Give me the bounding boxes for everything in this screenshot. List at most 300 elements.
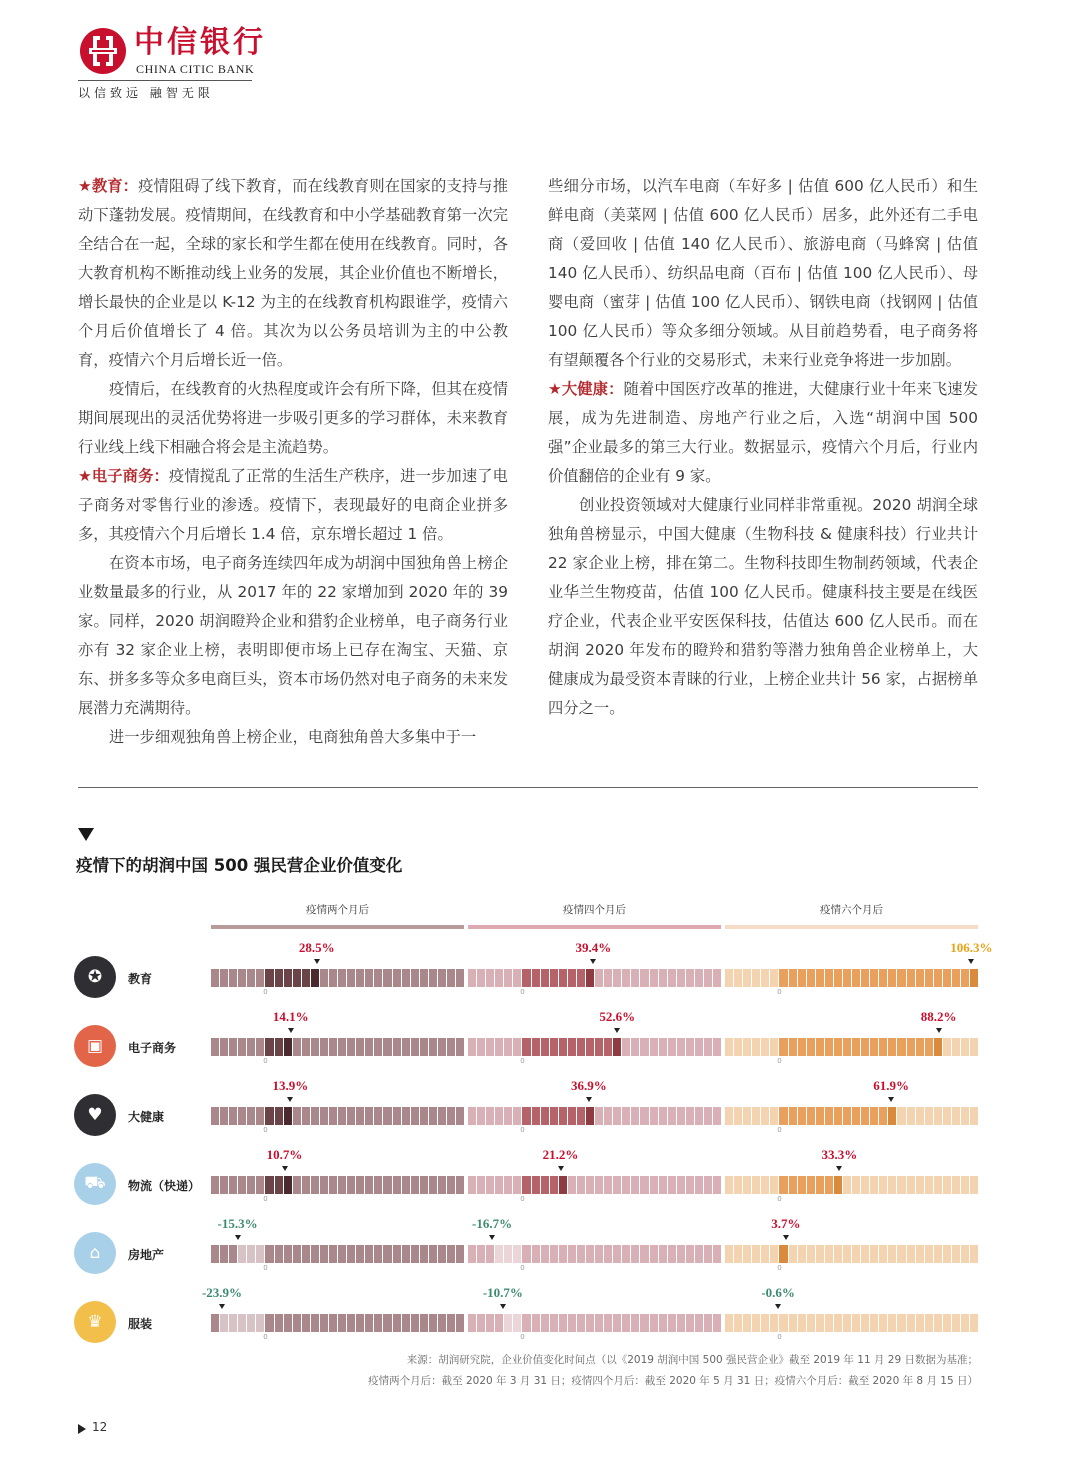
bar-cell (852, 1245, 860, 1263)
bar-cell (779, 1038, 787, 1056)
bar-cell (807, 1038, 815, 1056)
bar-cell (825, 1176, 833, 1194)
bar-cell (807, 969, 815, 987)
bar-cell (420, 1245, 428, 1263)
bar-cell (211, 1038, 219, 1056)
bar-cell (613, 1107, 621, 1125)
bar-cell (568, 1245, 576, 1263)
bar-cell (734, 1107, 742, 1125)
bar-cell (477, 1314, 485, 1332)
bar-cell (770, 1038, 778, 1056)
bar-cell (852, 1176, 860, 1194)
bar-track (211, 1176, 464, 1194)
bar-cell (897, 1245, 905, 1263)
bar-cell (256, 969, 264, 987)
bar-cell (438, 1245, 446, 1263)
bar-cell (311, 969, 319, 987)
bar-cell (468, 1314, 476, 1332)
bar-cell (779, 1107, 787, 1125)
bar-cell (640, 1107, 648, 1125)
value-marker-icon (288, 1028, 294, 1033)
zero-tick-label: 0 (777, 1195, 782, 1203)
medal-icon: ✪ (74, 956, 116, 998)
bar-cell (943, 1176, 951, 1194)
bar-cell (275, 1314, 283, 1332)
bar-cell (220, 969, 228, 987)
bar-cell (559, 969, 567, 987)
bar-cell (293, 969, 301, 987)
value-marker-icon (287, 1097, 293, 1102)
category-label: 电子商务 (128, 1041, 177, 1055)
value-marker-icon (783, 1235, 789, 1240)
bar-cell (577, 1314, 585, 1332)
bar-cell (807, 1107, 815, 1125)
bar-cell (907, 1314, 915, 1332)
bar-track (211, 1038, 464, 1056)
bar-cell (568, 1314, 576, 1332)
page-marker-icon (78, 1424, 86, 1434)
data-label: 33.3% (821, 1147, 858, 1162)
zero-tick-label: 0 (263, 1333, 268, 1341)
bar-cell (843, 1176, 851, 1194)
bar-cell (429, 1314, 437, 1332)
bar-cell (275, 1176, 283, 1194)
bar-cell (650, 1107, 658, 1125)
section-keyword: ★大健康： (548, 380, 624, 398)
bar-cell (256, 1176, 264, 1194)
bar-cell (925, 1107, 933, 1125)
bar-track (468, 1314, 721, 1332)
bar-cell (275, 1245, 283, 1263)
bar-cell (834, 1176, 842, 1194)
bar-cell (411, 1245, 419, 1263)
bar-cell (934, 1176, 942, 1194)
bar-cell (211, 1176, 219, 1194)
paragraph (78, 375, 508, 462)
zero-tick-label: 0 (520, 1333, 525, 1341)
bar-cell (604, 1176, 612, 1194)
bar-cell (879, 1107, 887, 1125)
bar-cell (229, 969, 237, 987)
bar-cell (952, 1176, 960, 1194)
bar-cell (631, 1038, 639, 1056)
bar-cell (411, 969, 419, 987)
bar-cell (383, 1245, 391, 1263)
bar-cell (468, 1107, 476, 1125)
bar-cell (934, 1314, 942, 1332)
bar-cell (952, 1038, 960, 1056)
paragraph-text: 随着中国医疗改革的推进，大健康行业十年来飞速发展，成为先进制造、房地产行业之后，入选“胡润中国 500 强”企业最多的第三大行业。数据显示，疫情六个月后，行业内价值翻倍的企业有 9 家。 (548, 380, 978, 485)
bar-cell (770, 1314, 778, 1332)
bar-cell (284, 1038, 292, 1056)
bar-cell (825, 1107, 833, 1125)
bar-cell (541, 1038, 549, 1056)
bar-track (725, 969, 978, 987)
period-label: 疫情六个月后 (820, 904, 883, 916)
bar-cell (477, 1176, 485, 1194)
bar-cell (798, 1176, 806, 1194)
zero-tick-label: 0 (777, 1126, 782, 1134)
zero-tick-label: 0 (263, 1126, 268, 1134)
bar-cell (532, 1107, 540, 1125)
bar-cell (311, 1245, 319, 1263)
bar-cell (402, 1038, 410, 1056)
paragraph-text: 些细分市场，以汽车电商（车好多 | 估值 600 亿人民币）和生鲜电商（美菜网 | 估值 600 亿人民币）居多，此外还有二手电商（爱回收 | 估值 140 亿人民币）、旅游电商（马蜂窝 | 估值 140 亿人民币）、纺织品电商（百布 | 估值 100 亿人民币）、母婴电商（蜜芽 | 估值 100 亿人民币）、钢铁电商（找钢网 | 估值 100 亿人民币）等众多细分领域。从目前趋势看，电子商务将有望颠覆各个行业的交易形式，未来行业竞争将进一步加剧。 (548, 177, 978, 369)
bar-cell (347, 969, 355, 987)
bar-cell (677, 969, 685, 987)
bar-cell (613, 1038, 621, 1056)
bar-cell (402, 969, 410, 987)
bar-cell (420, 1314, 428, 1332)
zero-tick-label: 0 (777, 1264, 782, 1272)
bar-cell (677, 1107, 685, 1125)
bar-cell (532, 1176, 540, 1194)
value-marker-icon (775, 1304, 781, 1309)
bar-track (725, 1107, 978, 1125)
bar-cell (677, 1245, 685, 1263)
bar-cell (513, 1038, 521, 1056)
bar-cell (761, 969, 769, 987)
bar-cell (504, 1107, 512, 1125)
bar-cell (456, 1176, 464, 1194)
bar-cell (347, 1176, 355, 1194)
bar-cell (311, 1176, 319, 1194)
bar-cell (220, 1245, 228, 1263)
bar-cell (302, 1107, 310, 1125)
bar-cell (211, 1107, 219, 1125)
bar-cell (604, 1314, 612, 1332)
bar-cell (411, 1176, 419, 1194)
bar-cell (256, 1245, 264, 1263)
bar-cell (559, 1314, 567, 1332)
bar-cell (789, 1107, 797, 1125)
bar-cell (302, 1245, 310, 1263)
bar-cell (907, 1038, 915, 1056)
bar-cell (577, 969, 585, 987)
bar-cell (668, 969, 676, 987)
bar-cell (640, 969, 648, 987)
bar-cell (468, 1038, 476, 1056)
bar-cell (495, 969, 503, 987)
bar-cell (438, 1176, 446, 1194)
bar-cell (365, 1176, 373, 1194)
bar-cell (686, 1245, 694, 1263)
bar-cell (456, 969, 464, 987)
bar-cell (577, 1176, 585, 1194)
bar-cell (888, 1107, 896, 1125)
bar-cell (411, 1107, 419, 1125)
bar-cell (861, 1314, 869, 1332)
bar-cell (329, 969, 337, 987)
bar-cell (447, 969, 455, 987)
bar-cell (238, 1176, 246, 1194)
bar-cell (532, 1038, 540, 1056)
value-marker-icon (314, 959, 320, 964)
paragraph (78, 172, 508, 375)
bar-cell (907, 969, 915, 987)
bar-cell (695, 969, 703, 987)
bar-cell (393, 1245, 401, 1263)
bar-cell (861, 1107, 869, 1125)
section-divider (78, 787, 978, 788)
right-text-column (548, 172, 978, 723)
bar-cell (495, 1314, 503, 1332)
bar-cell (541, 1107, 549, 1125)
bar-cell (686, 1314, 694, 1332)
bar-cell (789, 1038, 797, 1056)
bar-cell (943, 1038, 951, 1056)
bar-cell (970, 1245, 978, 1263)
bar-cell (668, 1176, 676, 1194)
bar-cell (934, 1107, 942, 1125)
bar-cell (220, 1314, 228, 1332)
bar-cell (834, 1245, 842, 1263)
bar-cell (329, 1314, 337, 1332)
bar-cell (456, 1107, 464, 1125)
period-label: 疫情四个月后 (563, 904, 626, 916)
bar-cell (734, 1176, 742, 1194)
bar-cell (743, 1176, 751, 1194)
bar-cell (970, 1107, 978, 1125)
bar-cell (870, 1038, 878, 1056)
bar-cell (752, 1314, 760, 1332)
bar-cell (504, 1314, 512, 1332)
bar-cell (861, 1038, 869, 1056)
bar-cell (695, 1176, 703, 1194)
bar-cell (888, 969, 896, 987)
bar-cell (897, 969, 905, 987)
bar-cell (356, 1176, 364, 1194)
bar-cell (420, 1038, 428, 1056)
bar-cell (247, 1245, 255, 1263)
bar-cell (870, 969, 878, 987)
data-label: 21.2% (542, 1147, 579, 1162)
bar-cell (329, 1107, 337, 1125)
bar-cell (513, 1245, 521, 1263)
bar-cell (229, 1038, 237, 1056)
bar-cell (595, 1176, 603, 1194)
bar-cell (668, 1314, 676, 1332)
bar-cell (595, 969, 603, 987)
value-marker-icon (500, 1304, 506, 1309)
bar-cell (374, 1176, 382, 1194)
bar-cell (677, 1176, 685, 1194)
bar-cell (834, 1314, 842, 1332)
bar-cell (393, 1038, 401, 1056)
bar-cell (468, 1245, 476, 1263)
bar-cell (374, 1107, 382, 1125)
bar-cell (789, 1245, 797, 1263)
bar-cell (752, 1107, 760, 1125)
source-note-line-1: 来源：胡润研究院，企业价值变化时间点（以《2019 胡润中国 500 强民营企业》截至 2019 年 11 月 29 日数据为基准； (406, 1354, 978, 1366)
bar-cell (961, 1038, 969, 1056)
bar-cell (743, 1314, 751, 1332)
bar-cell (568, 1176, 576, 1194)
bar-cell (916, 1314, 924, 1332)
bar-cell (834, 1038, 842, 1056)
bar-cell (852, 1107, 860, 1125)
bar-cell (725, 1038, 733, 1056)
bar-cell (779, 1314, 787, 1332)
bar-cell (650, 969, 658, 987)
paragraph-text: 进一步细观独角兽上榜企业，电商独角兽大多集中于一 (109, 728, 477, 746)
value-marker-icon (489, 1235, 495, 1240)
value-marker-icon (586, 1097, 592, 1102)
bar-cell (640, 1038, 648, 1056)
bar-cell (383, 1038, 391, 1056)
bar-cell (320, 1314, 328, 1332)
category-label: 服装 (128, 1317, 153, 1331)
bar-cell (238, 969, 246, 987)
bar-cell (356, 1038, 364, 1056)
figure-marker-icon (78, 828, 94, 841)
bar-cell (897, 1038, 905, 1056)
bar-cell (752, 1176, 760, 1194)
truck-icon: ⛟ (74, 1163, 116, 1205)
zero-tick-label: 0 (263, 1264, 268, 1272)
value-marker-icon (614, 1028, 620, 1033)
bar-cell (447, 1038, 455, 1056)
paragraph-text: 疫情阻碍了线下教育，而在线教育则在国家的支持与推动下蓬勃发展。疫情期间，在线教育和中小学基础教育第一次完全结合在一起，全球的家长和学生都在使用在线教育。同时，各大教育机构不断推动线上业务的发展，其企业价值也不断增长，增长最快的企业是以 K-12 为主的在线教育机构跟谁学，疫情六个月后价值增长了 4 倍。其次为以公务员培训为主的中公教育，疫情六个月后增长近一倍。 (78, 177, 508, 369)
bar-cell (402, 1176, 410, 1194)
dress-icon: ♛ (74, 1301, 116, 1343)
bar-cell (495, 1038, 503, 1056)
bar-cell (595, 1314, 603, 1332)
bar-cell (961, 1314, 969, 1332)
bar-cell (925, 1038, 933, 1056)
bar-cell (486, 1314, 494, 1332)
bar-cell (961, 1107, 969, 1125)
bar-cell (559, 1107, 567, 1125)
data-label: 3.7% (771, 1216, 801, 1231)
bar-cell (256, 1314, 264, 1332)
bar-cell (293, 1176, 301, 1194)
bar-cell (779, 1245, 787, 1263)
bar-cell (220, 1107, 228, 1125)
category-label: 房地产 (128, 1248, 165, 1262)
bar-cell (798, 1245, 806, 1263)
paragraph (548, 375, 978, 491)
bar-cell (704, 1314, 712, 1332)
bar-cell (495, 1107, 503, 1125)
bar-cell (275, 1107, 283, 1125)
category-label: 大健康 (128, 1110, 165, 1124)
bar-cell (640, 1314, 648, 1332)
bar-cell (622, 1314, 630, 1332)
bar-cell (888, 1245, 896, 1263)
bar-cell (550, 1176, 558, 1194)
bar-track (211, 1245, 464, 1263)
bar-cell (916, 1038, 924, 1056)
bar-cell (220, 1038, 228, 1056)
bar-cell (238, 1038, 246, 1056)
bar-cell (686, 969, 694, 987)
bar-cell (861, 1176, 869, 1194)
bar-cell (861, 969, 869, 987)
bar-cell (522, 969, 530, 987)
bar-cell (943, 1107, 951, 1125)
bar-cell (522, 1314, 530, 1332)
bar-cell (284, 1314, 292, 1332)
bar-cell (622, 1176, 630, 1194)
phone-cart-icon: ▣ (74, 1025, 116, 1067)
bar-cell (770, 1176, 778, 1194)
bar-cell (870, 1245, 878, 1263)
bar-cell (870, 1176, 878, 1194)
paragraph-text: 在资本市场，电子商务连续四年成为胡润中国独角兽上榜企业数量最多的行业，从 2017 年的 22 家增加到 2020 年的 39 家。同样，2020 胡润瞪羚企业和猎豹企业榜单，电子商务行业亦有 32 家企业上榜，表明即便市场上已存在淘宝、天猫、京东、拼多多等众多电商巨头，资本市场仍然对电子商务的未来发展潜力充满期待。 (78, 554, 508, 717)
bar-cell (468, 969, 476, 987)
data-label: 106.3% (950, 940, 993, 955)
bar-cell (429, 969, 437, 987)
bar-cell (713, 969, 721, 987)
data-label: -15.3% (217, 1216, 258, 1231)
bar-cell (338, 1314, 346, 1332)
bar-cell (420, 969, 428, 987)
paragraph (78, 549, 508, 723)
bar-cell (897, 1176, 905, 1194)
bar-cell (477, 1245, 485, 1263)
bar-cell (284, 1176, 292, 1194)
paragraph-text: 创业投资领域对大健康行业同样非常重视。2020 胡润全球独角兽榜显示，中国大健康（生物科技 & 健康科技）行业共计 22 家企业上榜，排在第二。生物科技即生物制药领域，代表企业华兰生物疫苗，估值 100 亿人民币。健康科技主要是在线医疗企业，代表企业平安医保科技，估值达 600 亿人民币。而在胡润 2020 年发布的瞪羚和猎豹等潜力独角兽企业榜单上，大健康成为最受资本青睐的行业，上榜企业共计 56 家，占据榜单四分之一。 (548, 496, 978, 717)
bar-track (468, 1107, 721, 1125)
bar-cell (541, 1314, 549, 1332)
bar-cell (816, 1314, 824, 1332)
bar-cell (495, 1176, 503, 1194)
bar-cell (265, 1245, 273, 1263)
bar-cell (789, 969, 797, 987)
bar-cell (595, 1107, 603, 1125)
bar-cell (293, 1245, 301, 1263)
bar-cell (486, 1176, 494, 1194)
bar-cell (284, 1245, 292, 1263)
bar-track (725, 1314, 978, 1332)
bar-cell (477, 969, 485, 987)
bar-cell (659, 1245, 667, 1263)
bar-cell (365, 1038, 373, 1056)
bar-cell (761, 1314, 769, 1332)
bar-cell (825, 1314, 833, 1332)
zero-tick-label: 0 (777, 1333, 782, 1341)
bar-cell (713, 1107, 721, 1125)
bar-cell (586, 969, 594, 987)
paragraph (548, 172, 978, 375)
bar-cell (916, 1245, 924, 1263)
bar-cell (438, 1038, 446, 1056)
bar-track (468, 1245, 721, 1263)
bar-cell (798, 969, 806, 987)
bar-cell (256, 1038, 264, 1056)
bar-track (468, 1038, 721, 1056)
bar-cell (604, 1245, 612, 1263)
bar-cell (686, 1107, 694, 1125)
bar-cell (798, 1107, 806, 1125)
bar-cell (713, 1314, 721, 1332)
paragraph-text: 疫情搅乱了正常的生活生产秩序，进一步加速了电子商务对零售行业的渗透。疫情下，表现最好的电商企业拼多多，其疫情六个月后增长 1.4 倍，京东增长超过 1 倍。 (78, 467, 508, 543)
bar-cell (438, 1314, 446, 1332)
bar-cell (284, 1107, 292, 1125)
bar-cell (456, 1245, 464, 1263)
bar-cell (356, 1107, 364, 1125)
bar-cell (238, 1107, 246, 1125)
bar-cell (338, 1176, 346, 1194)
bar-cell (761, 1245, 769, 1263)
bar-cell (925, 1314, 933, 1332)
bar-cell (420, 1176, 428, 1194)
bar-cell (320, 969, 328, 987)
bar-cell (302, 1038, 310, 1056)
data-label: 14.1% (272, 1009, 309, 1024)
bar-cell (302, 969, 310, 987)
